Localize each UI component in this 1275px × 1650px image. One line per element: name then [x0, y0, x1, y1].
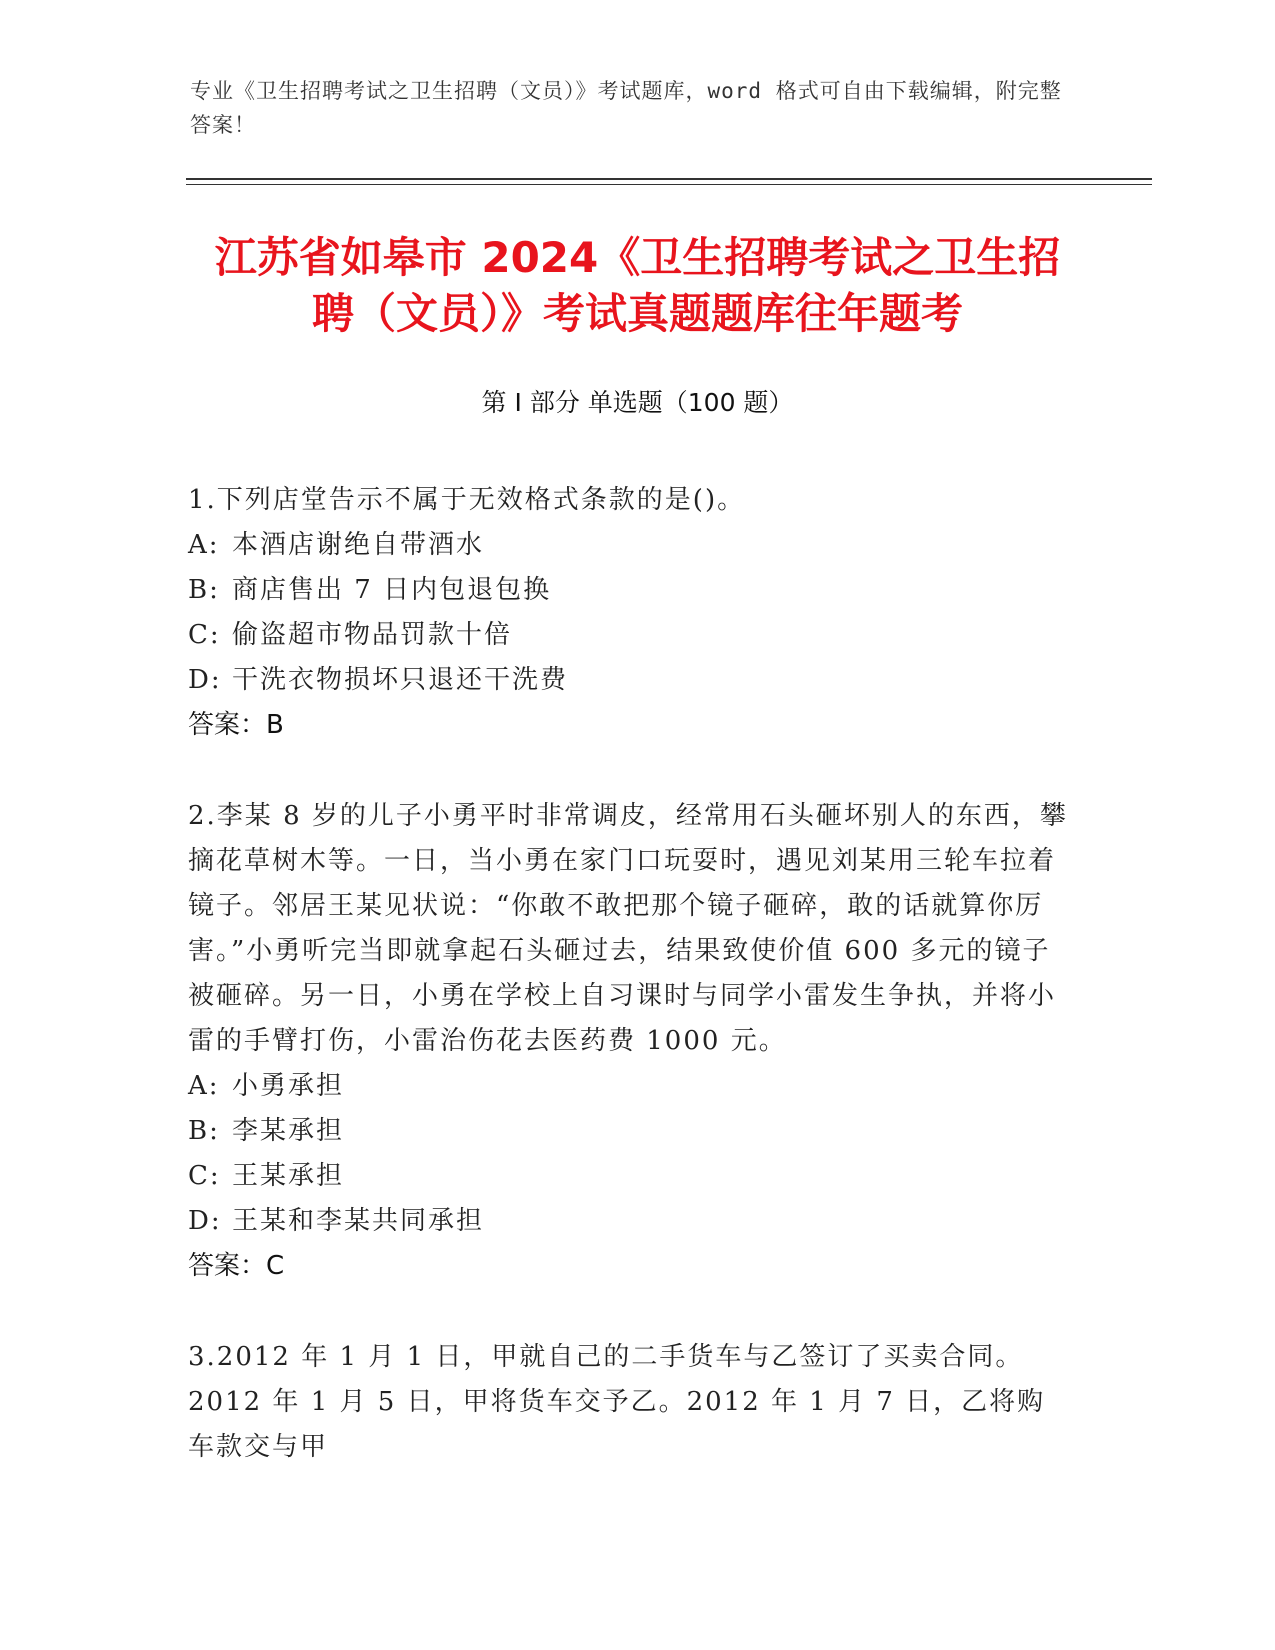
- option-c: [188, 613, 1068, 658]
- answer-line: 答案：B: [188, 710, 284, 740]
- option-text: 偷盗超市物品罚款十倍: [232, 620, 513, 650]
- answer-line: 答案：C: [188, 1251, 285, 1281]
- option-text: 李某承担: [232, 1116, 345, 1146]
- header-divider-thick: [186, 178, 1152, 180]
- option-text: 干洗衣物损坏只退还干洗费: [232, 665, 569, 695]
- option-key: A:: [188, 1071, 220, 1101]
- option-text: 本酒店谢绝自带酒水: [232, 530, 485, 560]
- question-stem: 3.2012 年 1 月 1 日，甲就自己的二手货车与乙签订了买卖合同。2012 年 1 月 5 日，甲将货车交予乙。2012 年 1 月 7 日，乙将购车款交与甲: [188, 1342, 1046, 1462]
- question-stem: 1.下列店堂告示不属于无效格式条款的是()。: [188, 485, 746, 515]
- option-key: B:: [188, 575, 220, 605]
- option-key: A:: [188, 530, 220, 560]
- option-key: D:: [188, 665, 222, 695]
- document-title-line: 聘（文员）》考试真题题库往年题考: [311, 289, 963, 338]
- question-stem: 2.李某 8 岁的儿子小勇平时非常调皮，经常用石头砸坏别人的东西，攀摘花草树木等。一日，当小勇在家门口玩耍时，遇见刘某用三轮车拉着镜子。邻居王某见状说：“你敢不敢把那个镜子砸碎，敢的话就算你厉害。”小勇听完当即就拿起石头砸过去，结果致使价值 600 多元的镜子被砸碎。另一日，小勇在学校上自习课时与同学小雷发生争执，并将小雷的手臂打伤，小雷治伤花去医药费 1000 元。: [188, 801, 1068, 1056]
- section-heading: 第 I 部分 单选题（100 题）: [481, 388, 794, 417]
- document-title: [150, 230, 1125, 342]
- option-key: C:: [188, 1161, 221, 1191]
- option-a: [188, 523, 1068, 568]
- document-title-line: 江苏省如皋市 2024《卫生招聘考试之卫生招: [214, 233, 1061, 282]
- option-b: [188, 1109, 1068, 1154]
- option-key: D:: [188, 1206, 222, 1236]
- question-3: [188, 1335, 1068, 1470]
- option-a: [188, 1064, 1068, 1109]
- option-text: 商店售出 7 日内包退包换: [232, 575, 552, 605]
- option-c: [188, 1154, 1068, 1199]
- question-list: [188, 478, 1068, 1516]
- question-2: [188, 794, 1068, 1289]
- option-d: [188, 658, 1068, 703]
- header-note: 专业《卫生招聘考试之卫生招聘（文员）》考试题库，word 格式可自由下载编辑，附完整答案！: [190, 79, 1062, 137]
- option-b: [188, 568, 1068, 613]
- option-key: B:: [188, 1116, 220, 1146]
- question-1: [188, 478, 1068, 748]
- header-divider-thin: [186, 184, 1152, 185]
- option-d: [188, 1199, 1068, 1244]
- option-text: 王某和李某共同承担: [232, 1206, 485, 1236]
- option-text: 小勇承担: [232, 1071, 345, 1101]
- option-key: C:: [188, 620, 221, 650]
- option-text: 王某承担: [232, 1161, 345, 1191]
